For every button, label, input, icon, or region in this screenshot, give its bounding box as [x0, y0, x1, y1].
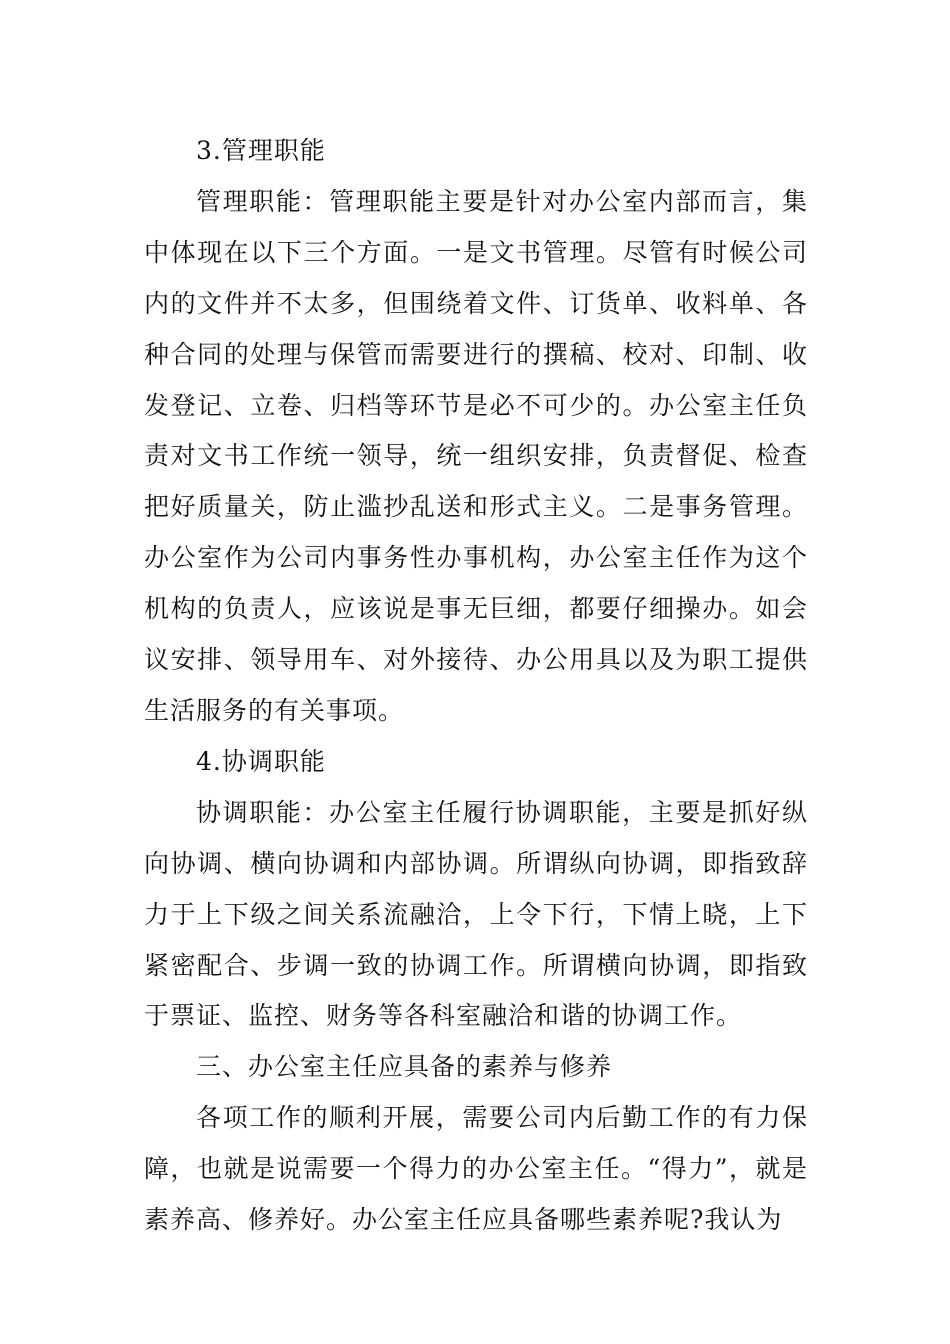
paragraph-management: 管理职能：管理职能主要是针对办公室内部而言，集中体现在以下三个方面。一是文书管理。尽管有时候公司内的文件并不太多，但围绕着文件、订货单、收料单、各种合同的处理与保管而需要进行的撰稿、校对、印制、收发登记、立卷、归档等环节是必不可少的。办公室主任负责对文书工作统一领导，统一组织安排，负责督促、检查把好质量关，防止滥抄乱送和形式主义。二是事务管理。办公室作为公司内事务性办事机构，办公室主任作为这个机构的负责人，应该说是事无巨细，都要仔细操办。如会议安排、领导用车、对外接待、办公用具以及为职工提供生活服务的有关事项。 — [144, 186, 808, 725]
paragraph-qualities: 各项工作的顺利开展，需要公司内后勤工作的有力保障，也就是说需要一个得力的办公室主任。“得力”，就是素养高、修养好。办公室主任应具备哪些素养呢?我认为 — [144, 1103, 808, 1235]
section-heading-qualities: 三、办公室主任应具备的素养与修养 — [196, 1052, 613, 1082]
section-heading-management: 3.管理职能 — [196, 136, 326, 165]
document-body — [144, 126, 808, 1246]
paragraph-coordination: 协调职能：办公室主任履行协调职能，主要是抓好纵向协调、横向协调和内部协调。所谓纵向协调，即指致辞力于上下级之间关系流融洽，上令下行，下情上晓，上下紧密配合、步调一致的协调工作。所谓横向协调，即指致于票证、监控、财务等各科室融洽和谐的协调工作。 — [144, 797, 808, 1031]
section-heading-coordination: 4.协调职能 — [196, 746, 326, 776]
